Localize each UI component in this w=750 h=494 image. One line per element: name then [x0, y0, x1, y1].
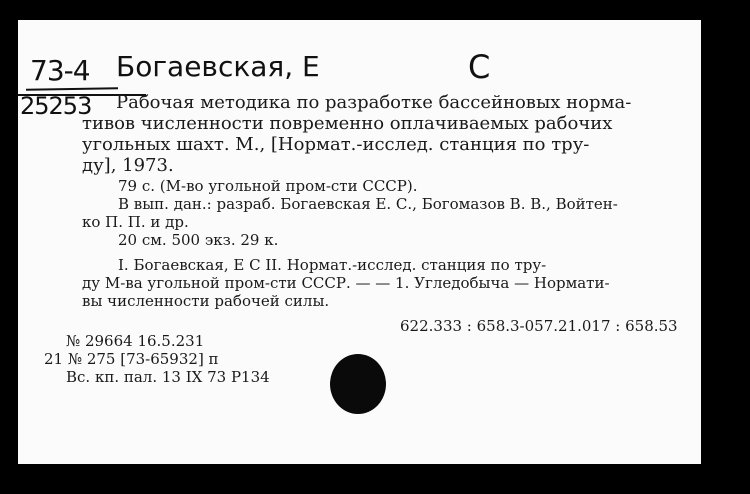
- record-print-line: Вс. кп. пал. 13 IX 73 Р134: [66, 368, 270, 386]
- collation-authors-cont: ко П. П. и др.: [82, 213, 189, 231]
- title-line-2: тивов численности повременно оплачиваемых рабочих: [82, 113, 613, 134]
- ink-blot: [330, 354, 386, 414]
- tracing-line-1: I. Богаевская, Е С II. Нормат.-исслед. станция по тру-: [118, 256, 547, 274]
- tracing-line-2: ду М-ва угольной пром-сти СССР. — — 1. Угледобыча — Нормати-: [82, 274, 610, 292]
- underline-rule: [26, 87, 118, 91]
- record-number-line: № 29664 16.5.231: [66, 332, 205, 350]
- title-line-4: ду], 1973.: [82, 155, 174, 176]
- tracing-line-3: вы численности рабочей силы.: [82, 292, 330, 310]
- handwritten-call-number: 73-4: [30, 54, 90, 87]
- title-line-3: угольных шахт. М., [Нормат.-исслед. станция по тру-: [82, 134, 590, 155]
- record-registration-line: 21 № 275 [73-65932] п: [44, 350, 219, 368]
- classification-index: 622.333 : 658.3-057.21.017 : 658.53: [400, 317, 678, 335]
- handwritten-author-initial: С: [468, 48, 491, 86]
- handwritten-author-name: Богаевская, Е: [116, 50, 320, 83]
- handwritten-accession-number: 25253: [20, 92, 92, 120]
- collation-pages: 79 с. (М-во угольной пром-сти СССР).: [118, 177, 418, 195]
- catalog-card: [18, 20, 701, 464]
- collation-format: 20 см. 500 экз. 29 к.: [118, 231, 279, 249]
- collation-authors: В вып. дан.: разраб. Богаевская Е. С., Богомазов В. В., Войтен-: [118, 195, 618, 213]
- title-line-1: Рабочая методика по разработке бассейновых норма-: [116, 92, 632, 113]
